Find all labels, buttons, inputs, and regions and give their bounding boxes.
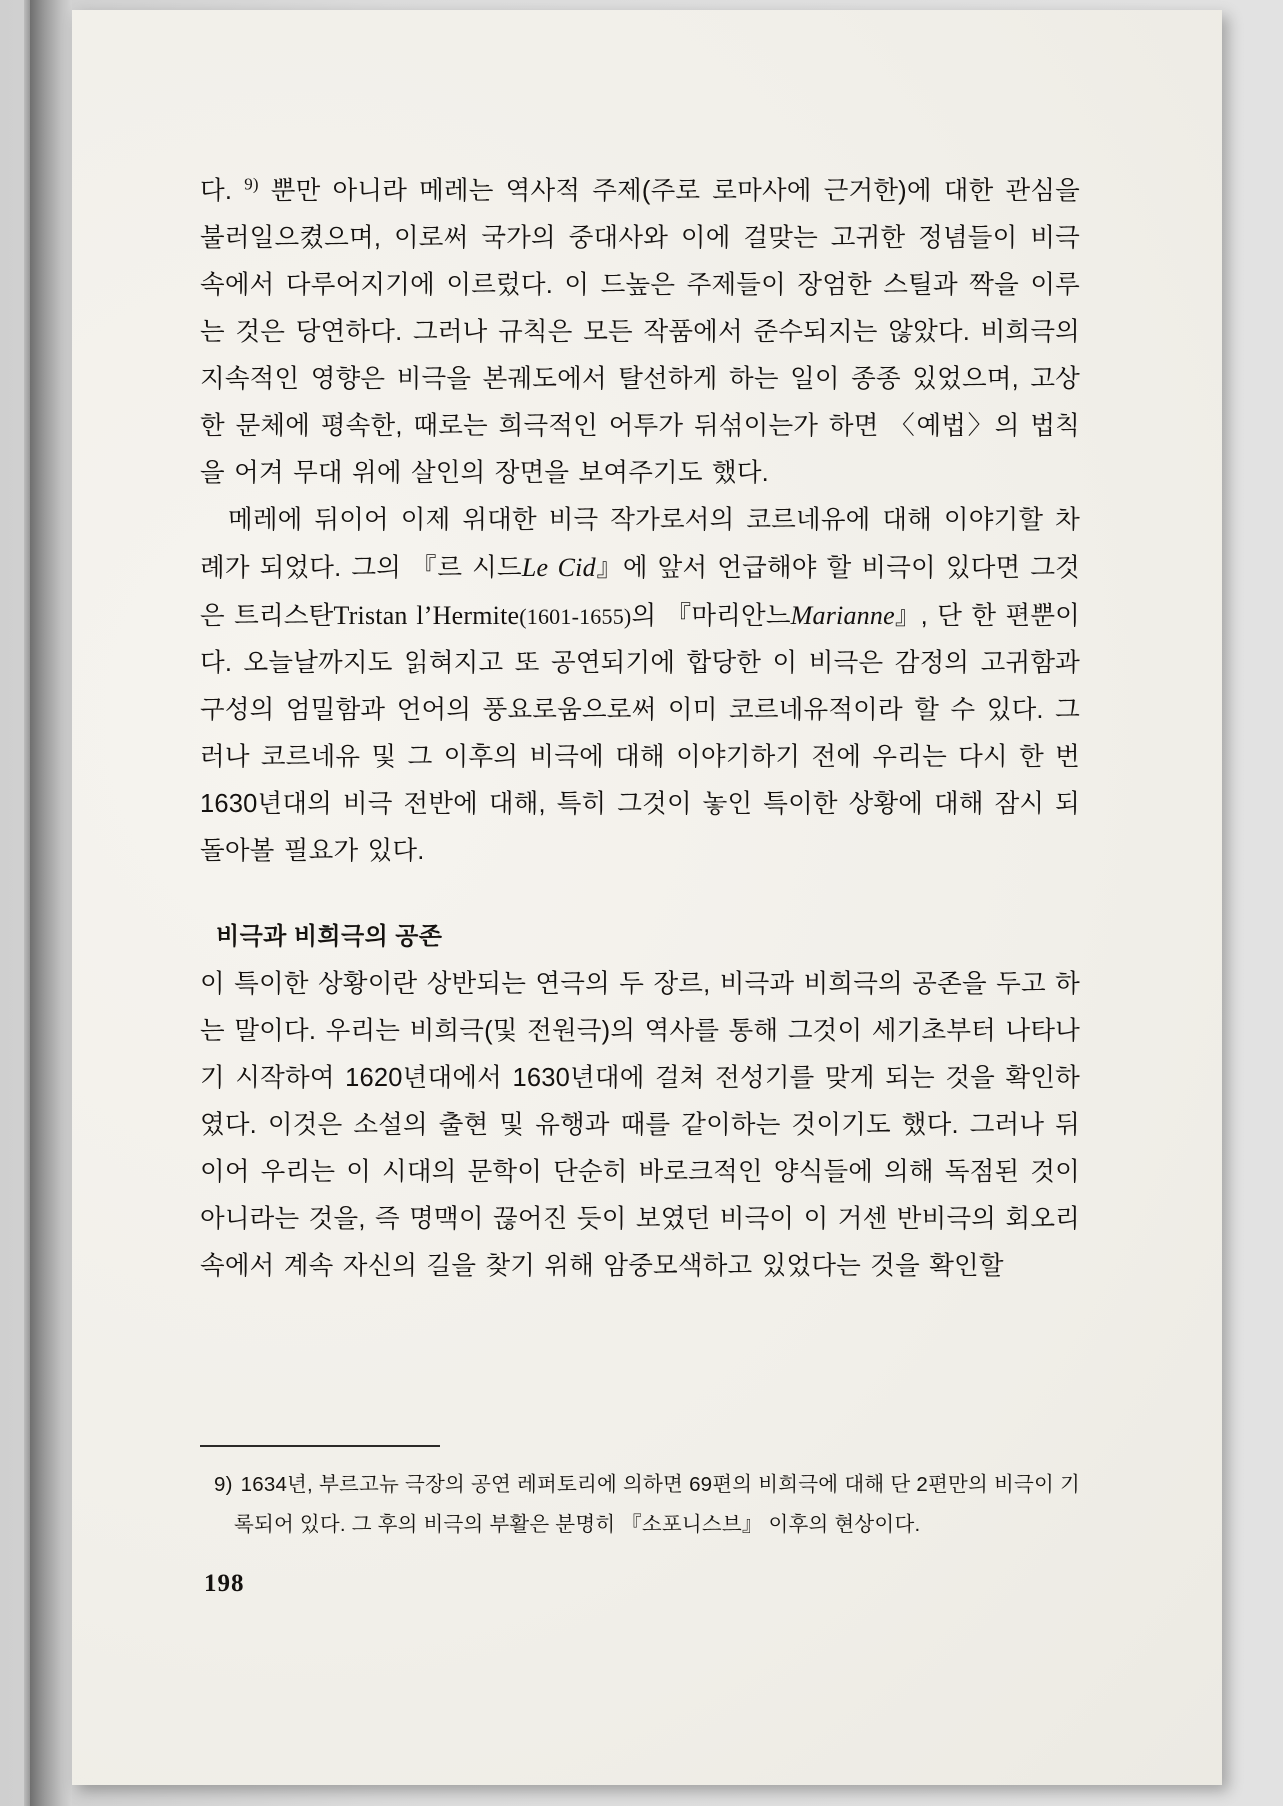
book-page [72, 10, 1222, 1785]
footnote-reference-marker[interactable]: 9) [244, 174, 259, 193]
body-text-run: 메레에 뒤이어 이제 위대한 비극 작가로서의 코르네유에 대해 이야기할 차례가 되었다. 그의 『르 시드 [200, 505, 1080, 582]
latin-title-italic: Marianne [790, 600, 895, 630]
body-text-run: 』에 앞서 언급해야 할 비극이 있다면 그것은 트리스탄 [200, 553, 1080, 630]
latin-title-italic: Le Cid [521, 552, 596, 582]
paragraph-3 [200, 961, 1080, 1290]
footnote-separator [200, 1445, 440, 1447]
latin-dates: (1601-1655) [519, 603, 632, 629]
body-text-run: 이 특이한 상황이란 상반되는 연극의 두 장르, 비극과 비희극의 공존을 두고 하는 말이다. 우리는 비희극(및 전원극)의 역사를 통해 그것이 세기초부터 나타나기 시작하여 1620년대에서 1630년대에 걸쳐 전성기를 맞게 되는 것을 확인하였다. 이것은 소설의 출현 및 유행과 때를 같이하는 것이기도 했다. 그러나 뒤이어 우리는 이 시대의 문학이 단순히 바로크적인 양식들에 의해 독점된 것이 아니라는 것을, 즉 명맥이 끊어진 듯이 보였던 비극이 이 거센 반비극의 회오리 속에서 계속 자신의 길을 찾기 위해 암중모색하고 있었다는 것을 확인할 [200, 969, 1080, 1280]
page-number: 198 [204, 1570, 245, 1597]
section-heading: 비극과 비희극의 공존 [216, 922, 443, 950]
paragraph-2-text [200, 506, 1080, 865]
footnote-body: 1634년, 부르고뉴 극장의 공연 레퍼토리에 의하면 69편의 비희극에 대해 단 2편만의 비극이 기록되어 있다. 그 후의 비극의 부활은 분명히 『소포니스브』 이후의 현상이다. [234, 1473, 1080, 1536]
body-text-run: 의 『마리안느 [631, 601, 791, 630]
paragraph-1 [200, 160, 1080, 497]
footnote-number: 9) [214, 1473, 233, 1496]
body-text-run: 뿐만 아니라 메레는 역사적 주제(주로 로마사에 근거한)에 대한 관심을 불러일으켰으며, 이로써 국가의 중대사와 이에 걸맞는 고귀한 정념들이 비극 속에서 다루어지기에 이르렀다. 이 드높은 주제들이 장엄한 스틸과 짝을 이루는 것은 당연하다. 그러나 규칙은 모든 작품에서 준수되지는 않았다. 비희극의 지속적인 영향은 비극을 본궤도에서 탈선하게 하는 일이 종종 있었으며, 고상한 문체에 평속한, 때로는 희극적인 어투가 뒤섞이는가 하면 〈예법〉의 법칙을 어겨 무대 위에 살인의 장면을 보여주기도 했다. [200, 176, 1080, 487]
book-spine-shadow [30, 0, 72, 1806]
body-text-run: 』, 단 한 편뿐이다. 오늘날까지도 읽혀지고 또 공연되기에 합당한 이 비극은 감정의 고귀함과 구성의 엄밀함과 언어의 풍요로움으로써 이미 코르네유적이라 할 수 있다. 그러나 코르네유 및 그 이후의 비극에 대해 이야기하기 전에 우리는 다시 한 번 1630년대의 비극 전반에 대해, 특히 그것이 놓인 특이한 상황에 대해 잠시 되돌아볼 필요가 있다. [200, 601, 1081, 865]
footnote-text [214, 1465, 1080, 1545]
latin-name: Tristan l’Hermite [333, 600, 520, 630]
paragraph-1-text [200, 174, 1080, 487]
text-column [200, 160, 1080, 1290]
paragraph-3-text [200, 970, 1080, 1280]
body-text-run: 다. [200, 176, 245, 205]
paragraph-2 [200, 497, 1080, 875]
footnote-block [200, 1465, 1080, 1545]
